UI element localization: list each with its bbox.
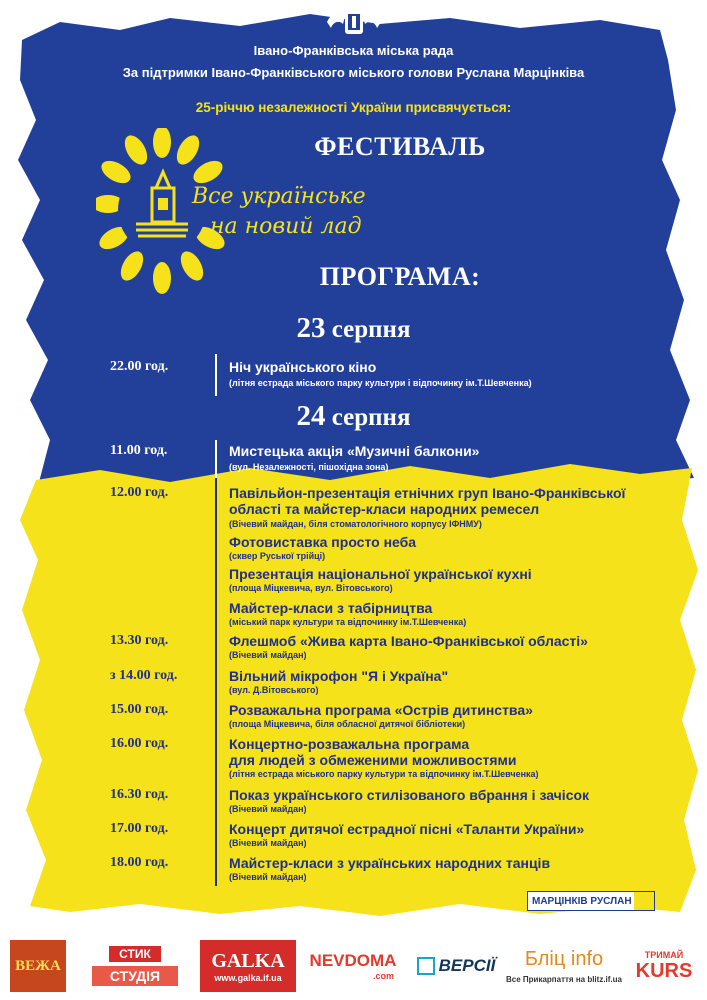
timeline-divider-2 [215, 440, 217, 478]
sponsor-nevdoma-com: .com [372, 971, 394, 981]
sponsor-blitz-sub: Все Прикарпаття на blitz.if.ua [506, 975, 622, 984]
signature-yellow-block [634, 892, 654, 910]
event-title-line-2: області та майстер-класи народних ремесел [229, 501, 540, 517]
event-location: (Вічевий майдан) [229, 872, 307, 882]
event-location: (Вічевий майдан, біля стоматологічного корпусу ІФНМУ) [229, 519, 482, 529]
event-time: 16.00 год. [110, 736, 169, 751]
event-time: 12.00 год. [110, 485, 169, 500]
sponsor-vezha-logo[interactable] [10, 940, 66, 992]
event-title: Фотовиставка просто неба [229, 534, 417, 550]
sponsor-vezha-text: ВЕЖА [15, 957, 61, 974]
sponsor-blitz-logo[interactable] [506, 940, 622, 992]
event-title: Ніч українського кіно [229, 359, 377, 375]
event-location: (Вічевий майдан) [229, 838, 307, 848]
event-time: 22.00 год. [110, 359, 169, 374]
event-location: (літня естрада міського парку культури і відпочинку ім.Т.Шевченка) [229, 378, 532, 388]
event-title-line-2: для людей з обмеженими можливостями [229, 752, 517, 768]
event-time: 17.00 год. [110, 821, 169, 836]
signature-text: МАРЦІНКІВ РУСЛАН [532, 896, 632, 907]
sponsor-nevdoma-text: NEVDOMA [309, 951, 397, 970]
festival-label: ФЕСТИВАЛЬ [314, 132, 486, 161]
event-time: 13.30 год. [110, 633, 169, 648]
date-heading-2: 24 серпня [296, 400, 411, 432]
event-location: (міський парк культури та відпочинку ім.Т.Шевченка) [229, 617, 467, 627]
event-title: Показ українського стилізованого вбрання і зачісок [229, 787, 590, 803]
sponsor-styk-top: СТИК [109, 946, 161, 962]
event-time: 16.30 год. [110, 787, 169, 802]
sponsor-kurs-text: KURS [635, 959, 693, 982]
event-title: Концертно-розважальна програма [229, 736, 470, 752]
logo-line-2: на новий лад [210, 214, 362, 239]
timeline-divider-1 [215, 354, 217, 396]
event-time: 11.00 год. [110, 443, 168, 458]
timeline-divider-3 [215, 478, 217, 886]
event-location: (літня естрада міського парку культури та відпочинку ім.Т.Шевченка) [229, 769, 539, 779]
event-title: Флешмоб «Жива карта Івано-Франківської області» [229, 633, 588, 649]
event-location: (площа Міцкевича, вул. Вітовського) [229, 583, 393, 593]
event-title: Вільний мікрофон "Я і Україна" [229, 668, 449, 684]
event-location: (вул. Д.Вітовського) [229, 685, 319, 695]
support-line: За підтримки Івано-Франківського міського голови Руслана Марцінківа [122, 65, 585, 80]
event-location: (Вічевий майдан) [229, 804, 307, 814]
event-title: Розважальна програма «Острів дитинства» [229, 702, 533, 718]
dedication-line: 25-річчю незалежності України присвячується: [195, 100, 512, 115]
event-title: Майстер-класи з українських народних танців [229, 855, 551, 871]
event-title: Павільйон-презентація етнічних груп Івано-Франківської [229, 485, 626, 501]
signature-box [527, 891, 655, 911]
sponsor-kurs-top: ТРИМАЙ [644, 949, 684, 960]
event-time: 15.00 год. [110, 702, 169, 717]
sponsor-galka-text: GALKA [211, 949, 285, 972]
date-heading-1: 23 серпня [296, 312, 411, 344]
council-name: Івано-Франківська міська рада [253, 43, 454, 58]
event-title: Мистецька акція «Музичні балкони» [229, 443, 480, 459]
event-time: 18.00 год. [110, 855, 169, 870]
event-location: (площа Міцкевича, біля обласної дитячої бібліотеки) [229, 719, 466, 729]
coat-of-arms-icon [323, 4, 385, 40]
sponsor-versii-text: ВЕРСІЇ [438, 956, 496, 975]
event-title: Концерт дитячої естрадної пісні «Таланти України» [229, 821, 585, 837]
sponsor-nevdoma-logo[interactable] [304, 940, 402, 992]
logo-line-1: Все українське [192, 184, 366, 209]
event-location: (сквер Руської трійці) [229, 551, 326, 561]
event-title: Майстер-класи з табірництва [229, 600, 433, 616]
event-title: Презентація національної української кухні [229, 566, 532, 582]
sponsor-galka-url: www.galka.if.ua [214, 972, 282, 983]
event-time: з 14.00 год. [110, 668, 178, 683]
sponsor-styk-bottom: СТУДІЯ [92, 966, 178, 986]
sponsor-blitz-text: Бліц info [524, 948, 604, 970]
program-label: ПРОГРАМА: [319, 262, 481, 291]
sponsor-styk-logo[interactable] [80, 940, 190, 992]
sponsor-versii-logo[interactable] [410, 940, 502, 992]
sponsor-kurs-logo[interactable] [634, 940, 694, 992]
event-location: (Вічевий майдан) [229, 650, 307, 660]
event-location: (вул. Незалежності, пішохідна зона) [229, 462, 389, 472]
sponsor-galka-logo[interactable] [200, 940, 296, 992]
versii-square-icon [417, 957, 435, 975]
